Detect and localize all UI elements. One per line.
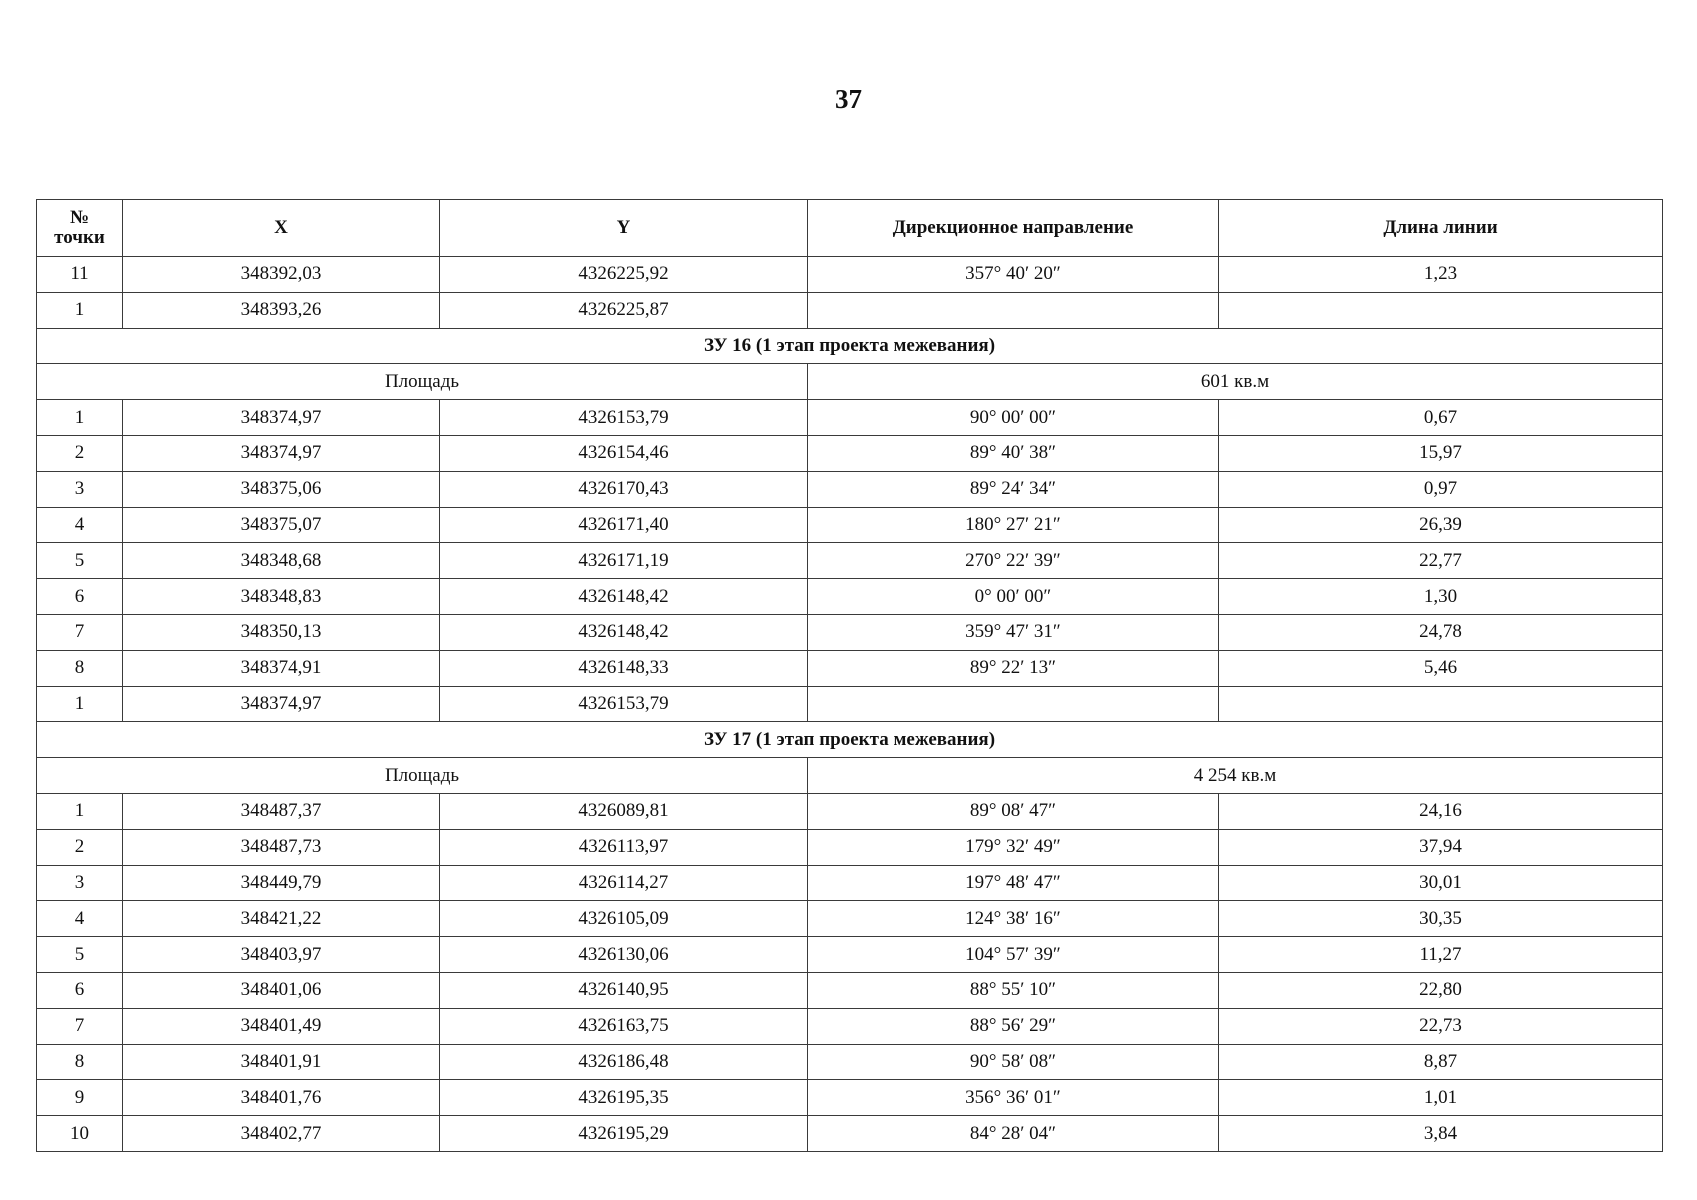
direction-cell: 356° 36′ 01″	[808, 1080, 1219, 1116]
length-cell: 22,73	[1219, 1008, 1663, 1044]
x-cell: 348487,37	[123, 793, 440, 829]
point-number-cell: 1	[37, 793, 123, 829]
direction-cell: 88° 56′ 29″	[808, 1008, 1219, 1044]
y-cell: 4326148,42	[440, 614, 808, 650]
direction-cell: 89° 22′ 13″	[808, 650, 1219, 686]
point-number-cell: 7	[37, 614, 123, 650]
y-cell: 4326170,43	[440, 471, 808, 507]
area-value: 601 кв.м	[808, 364, 1663, 400]
area-label: Площадь	[37, 364, 808, 400]
y-cell: 4326225,92	[440, 257, 808, 293]
length-cell: 30,35	[1219, 901, 1663, 937]
table-row	[37, 865, 1663, 901]
x-cell: 348401,49	[123, 1008, 440, 1044]
section-title-row	[37, 328, 1663, 364]
y-cell: 4326148,33	[440, 650, 808, 686]
table-row	[37, 614, 1663, 650]
point-number-cell: 5	[37, 543, 123, 579]
table-row	[37, 579, 1663, 615]
point-number-cell: 6	[37, 972, 123, 1008]
table-row	[37, 507, 1663, 543]
length-cell: 11,27	[1219, 937, 1663, 973]
y-cell: 4326089,81	[440, 793, 808, 829]
point-number-cell: 6	[37, 579, 123, 615]
section-title: ЗУ 17 (1 этап проекта межевания)	[37, 722, 1663, 758]
x-cell: 348348,83	[123, 579, 440, 615]
length-cell: 1,23	[1219, 257, 1663, 293]
y-cell: 4326105,09	[440, 901, 808, 937]
table-row	[37, 257, 1663, 293]
x-cell: 348374,97	[123, 686, 440, 722]
header-y: Y	[440, 200, 808, 257]
y-cell: 4326153,79	[440, 400, 808, 436]
direction-cell	[808, 686, 1219, 722]
x-cell: 348403,97	[123, 937, 440, 973]
length-cell: 37,94	[1219, 829, 1663, 865]
point-number-cell: 9	[37, 1080, 123, 1116]
direction-cell: 89° 08′ 47″	[808, 793, 1219, 829]
direction-cell	[808, 292, 1219, 328]
table-row	[37, 972, 1663, 1008]
direction-cell: 197° 48′ 47″	[808, 865, 1219, 901]
area-value: 4 254 кв.м	[808, 758, 1663, 794]
table-row	[37, 1116, 1663, 1152]
direction-cell: 104° 57′ 39″	[808, 937, 1219, 973]
length-cell: 3,84	[1219, 1116, 1663, 1152]
length-cell: 26,39	[1219, 507, 1663, 543]
y-cell: 4326163,75	[440, 1008, 808, 1044]
length-cell	[1219, 686, 1663, 722]
x-cell: 348374,91	[123, 650, 440, 686]
x-cell: 348374,97	[123, 400, 440, 436]
y-cell: 4326148,42	[440, 579, 808, 615]
x-cell: 348392,03	[123, 257, 440, 293]
area-label: Площадь	[37, 758, 808, 794]
length-cell: 5,46	[1219, 650, 1663, 686]
point-number-cell: 8	[37, 650, 123, 686]
length-cell: 22,77	[1219, 543, 1663, 579]
header-length: Длина линии	[1219, 200, 1663, 257]
header-number-sign: №	[69, 207, 90, 228]
point-number-cell: 4	[37, 901, 123, 937]
direction-cell: 180° 27′ 21″	[808, 507, 1219, 543]
y-cell: 4326140,95	[440, 972, 808, 1008]
x-cell: 348449,79	[123, 865, 440, 901]
x-cell: 348401,91	[123, 1044, 440, 1080]
point-number-cell: 1	[37, 400, 123, 436]
length-cell: 22,80	[1219, 972, 1663, 1008]
y-cell: 4326195,29	[440, 1116, 808, 1152]
direction-cell: 89° 24′ 34″	[808, 471, 1219, 507]
point-number-cell: 4	[37, 507, 123, 543]
length-cell: 30,01	[1219, 865, 1663, 901]
header-direction: Дирекционное направление	[808, 200, 1219, 257]
header-x: X	[123, 200, 440, 257]
direction-cell: 89° 40′ 38″	[808, 435, 1219, 471]
table-row	[37, 435, 1663, 471]
table-row	[37, 686, 1663, 722]
y-cell: 4326113,97	[440, 829, 808, 865]
point-number-cell: 10	[37, 1116, 123, 1152]
y-cell: 4326171,40	[440, 507, 808, 543]
x-cell: 348401,06	[123, 972, 440, 1008]
length-cell: 8,87	[1219, 1044, 1663, 1080]
x-cell: 348401,76	[123, 1080, 440, 1116]
y-cell: 4326225,87	[440, 292, 808, 328]
table-row	[37, 650, 1663, 686]
table-row	[37, 901, 1663, 937]
point-number-cell: 3	[37, 471, 123, 507]
table-row	[37, 471, 1663, 507]
y-cell: 4326171,19	[440, 543, 808, 579]
direction-cell: 90° 58′ 08″	[808, 1044, 1219, 1080]
table-header-row	[37, 200, 1663, 257]
table-row	[37, 937, 1663, 973]
table-row	[37, 829, 1663, 865]
area-row	[37, 364, 1663, 400]
x-cell: 348393,26	[123, 292, 440, 328]
x-cell: 348374,97	[123, 435, 440, 471]
point-number-cell: 11	[37, 257, 123, 293]
y-cell: 4326195,35	[440, 1080, 808, 1116]
length-cell: 1,01	[1219, 1080, 1663, 1116]
y-cell: 4326154,46	[440, 435, 808, 471]
point-number-cell: 1	[37, 686, 123, 722]
table-body	[37, 257, 1663, 1152]
direction-cell: 124° 38′ 16″	[808, 901, 1219, 937]
coordinates-table	[36, 199, 1663, 1152]
length-cell: 0,67	[1219, 400, 1663, 436]
length-cell: 24,78	[1219, 614, 1663, 650]
x-cell: 348487,73	[123, 829, 440, 865]
direction-cell: 0° 00′ 00″	[808, 579, 1219, 615]
section-title: ЗУ 16 (1 этап проекта межевания)	[37, 328, 1663, 364]
x-cell: 348402,77	[123, 1116, 440, 1152]
x-cell: 348350,13	[123, 614, 440, 650]
y-cell: 4326153,79	[440, 686, 808, 722]
length-cell: 24,16	[1219, 793, 1663, 829]
point-number-cell: 8	[37, 1044, 123, 1080]
length-cell: 0,97	[1219, 471, 1663, 507]
page-number: 37	[835, 84, 862, 114]
point-number-cell: 5	[37, 937, 123, 973]
direction-cell: 179° 32′ 49″	[808, 829, 1219, 865]
direction-cell: 88° 55′ 10″	[808, 972, 1219, 1008]
section-title-row	[37, 722, 1663, 758]
point-number-cell: 3	[37, 865, 123, 901]
table-row	[37, 400, 1663, 436]
x-cell: 348421,22	[123, 901, 440, 937]
x-cell: 348348,68	[123, 543, 440, 579]
area-row	[37, 758, 1663, 794]
x-cell: 348375,07	[123, 507, 440, 543]
length-cell: 1,30	[1219, 579, 1663, 615]
y-cell: 4326114,27	[440, 865, 808, 901]
header-point-number	[37, 200, 123, 257]
y-cell: 4326186,48	[440, 1044, 808, 1080]
table-row	[37, 1044, 1663, 1080]
table-row	[37, 1008, 1663, 1044]
table-row	[37, 1080, 1663, 1116]
direction-cell: 357° 40′ 20″	[808, 257, 1219, 293]
point-number-cell: 7	[37, 1008, 123, 1044]
header-point-word: точки	[54, 227, 105, 248]
y-cell: 4326130,06	[440, 937, 808, 973]
table-row	[37, 793, 1663, 829]
point-number-cell: 2	[37, 829, 123, 865]
length-cell	[1219, 292, 1663, 328]
table-row	[37, 543, 1663, 579]
length-cell: 15,97	[1219, 435, 1663, 471]
point-number-cell: 2	[37, 435, 123, 471]
direction-cell: 90° 00′ 00″	[808, 400, 1219, 436]
table-row	[37, 292, 1663, 328]
direction-cell: 359° 47′ 31″	[808, 614, 1219, 650]
x-cell: 348375,06	[123, 471, 440, 507]
point-number-cell: 1	[37, 292, 123, 328]
direction-cell: 270° 22′ 39″	[808, 543, 1219, 579]
direction-cell: 84° 28′ 04″	[808, 1116, 1219, 1152]
